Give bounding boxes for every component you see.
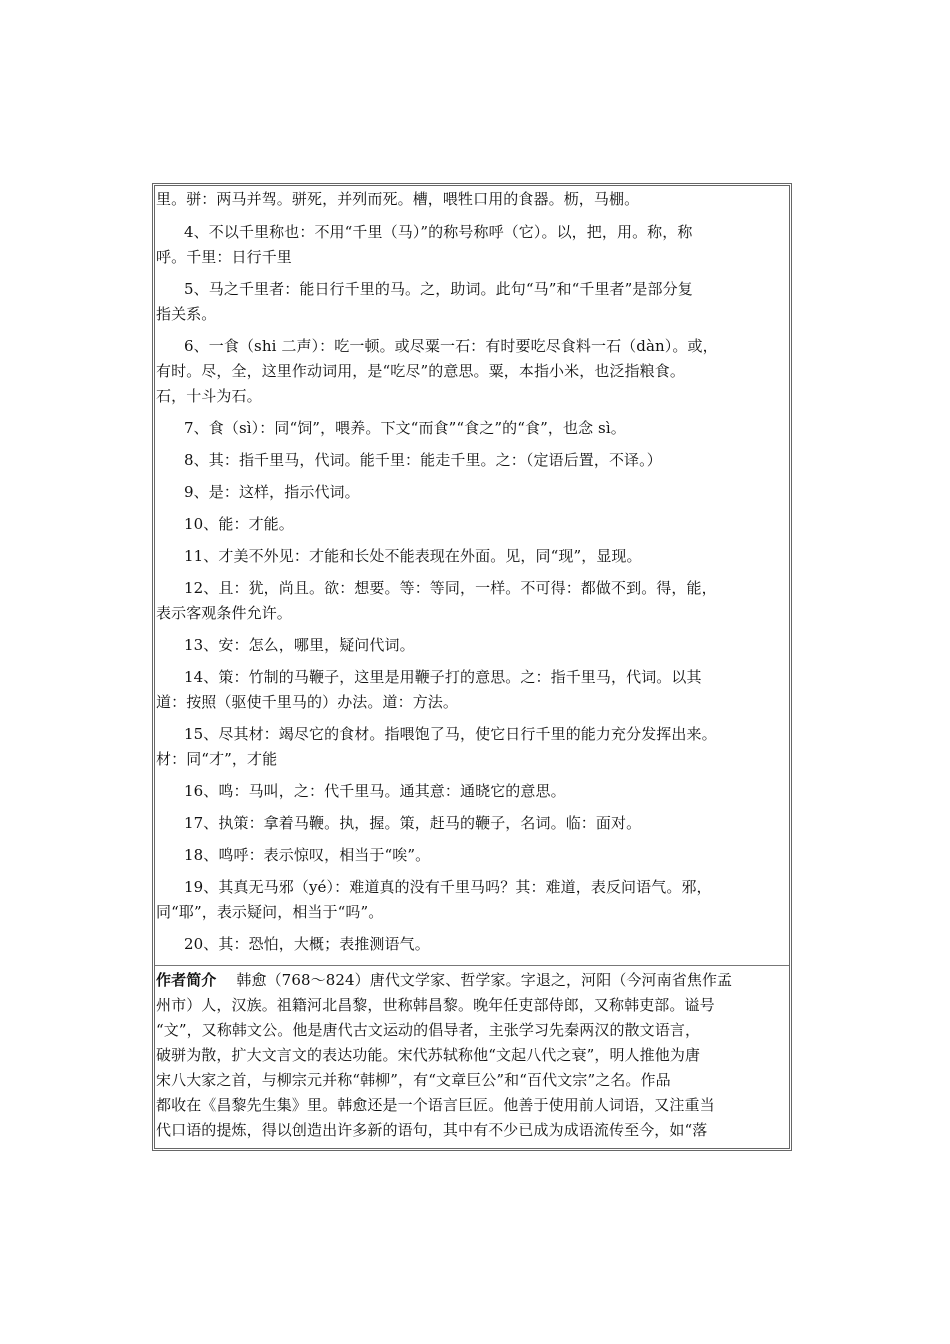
bio-line: 宋八大家之首，与柳宗元并称“韩柳”，有“文章巨公”和“百代文宗”之名。作品	[156, 1071, 671, 1089]
note-line: 指关系。	[156, 305, 217, 323]
note-line: 6、一食（shi 二声）：吃一顿。或尽粟一石：有时要吃尽食料一石（dàn）。或，	[184, 337, 718, 355]
note-line: 呼。千里：日行千里	[156, 248, 292, 266]
note-line: 16、鸣：马叫，之：代千里马。通其意：通晓它的意思。	[184, 782, 566, 800]
note-line: 19、其真无马邪（yé）：难道真的没有千里马吗？其：难道，表反问语气。邪，	[184, 878, 712, 896]
note-line: 有时。尽，全，这里作动词用，是“吃尽”的意思。粟，本指小米，也泛指粮食。	[156, 362, 685, 380]
note-line: 10、能：才能。	[184, 515, 294, 533]
note-line: 同“耶”，表示疑问，相当于“吗”。	[156, 903, 384, 921]
note-line: 17、执策：拿着马鞭。执，握。策，赶马的鞭子，名词。临：面对。	[184, 814, 642, 832]
bio-line: 破骈为散，扩大文言文的表达功能。宋代苏轼称他“文起八代之衰”，明人推他为唐	[156, 1046, 701, 1064]
bio-line: “文”，又称韩文公。他是唐代古文运动的倡导者，主张学习先秦两汉的散文语言，	[156, 1021, 701, 1039]
notes-cell	[155, 186, 789, 966]
note-line: 18、鸣呼：表示惊叹，相当于“唉”。	[184, 846, 431, 864]
bio-label: 作者简介	[156, 971, 217, 989]
bio-line: 都收在《昌黎先生集》里。韩愈还是一个语言巨匠。他善于使用前人词语，又注重当	[156, 1096, 715, 1114]
note-line: 里。骈：两马并驾。骈死，并列而死。槽，喂牲口用的食器。枥，马棚。	[156, 190, 640, 208]
note-line: 11、才美不外见：才能和长处不能表现在外面。见，同“现”，显现。	[184, 547, 642, 565]
note-line: 4、不以千里称也：不用“千里（马）”的称号称呼（它）。以，把，用。称，称	[184, 223, 693, 241]
bio-line: 州市）人，汉族。祖籍河北昌黎，世称韩昌黎。晚年任吏部侍郎，又称韩吏部。谥号	[156, 996, 715, 1014]
note-line: 20、其：恐怕，大概；表推测语气。	[184, 935, 430, 953]
note-line: 13、安：怎么，哪里，疑问代词。	[184, 636, 415, 654]
note-line: 8、其：指千里马，代词。能千里：能走千里。之：（定语后置，不译。）	[184, 451, 662, 469]
note-line: 15、尽其材：竭尽它的食材。指喂饱了马，使它日行千里的能力充分发挥出来。	[184, 725, 717, 743]
note-line: 表示客观条件允许。	[156, 604, 292, 622]
note-line: 石，十斗为石。	[156, 387, 262, 405]
note-line: 5、马之千里者：能日行千里的马。之，助词。此句“马”和“千里者”是部分复	[184, 280, 693, 298]
note-line: 9、是：这样，指示代词。	[184, 483, 360, 501]
author-bio-cell	[155, 966, 789, 1148]
bio-line	[156, 970, 732, 990]
annotation-table	[152, 183, 792, 1151]
note-line: 14、策：竹制的马鞭子，这里是用鞭子打的意思。之：指千里马，代词。以其	[184, 668, 702, 686]
note-line: 材：同“才”，才能	[156, 750, 278, 768]
bio-line: 代口语的提炼，得以创造出许多新的语句，其中有不少已成为成语流传至今，如“落	[156, 1121, 708, 1139]
bio-text: 韩愈（768～824）唐代文学家、哲学家。字退之，河阳（今河南省焦作孟	[216, 971, 733, 989]
note-line: 道：按照（驱使千里马的）办法。道：方法。	[156, 693, 459, 711]
note-line: 12、且：犹，尚且。欲：想要。等：等同，一样。不可得：都做不到。得，能，	[184, 579, 717, 597]
note-line: 7、食（sì）：同“饲”，喂养。下文“而食”“食之”的“食”，也念 sì。	[184, 419, 626, 437]
